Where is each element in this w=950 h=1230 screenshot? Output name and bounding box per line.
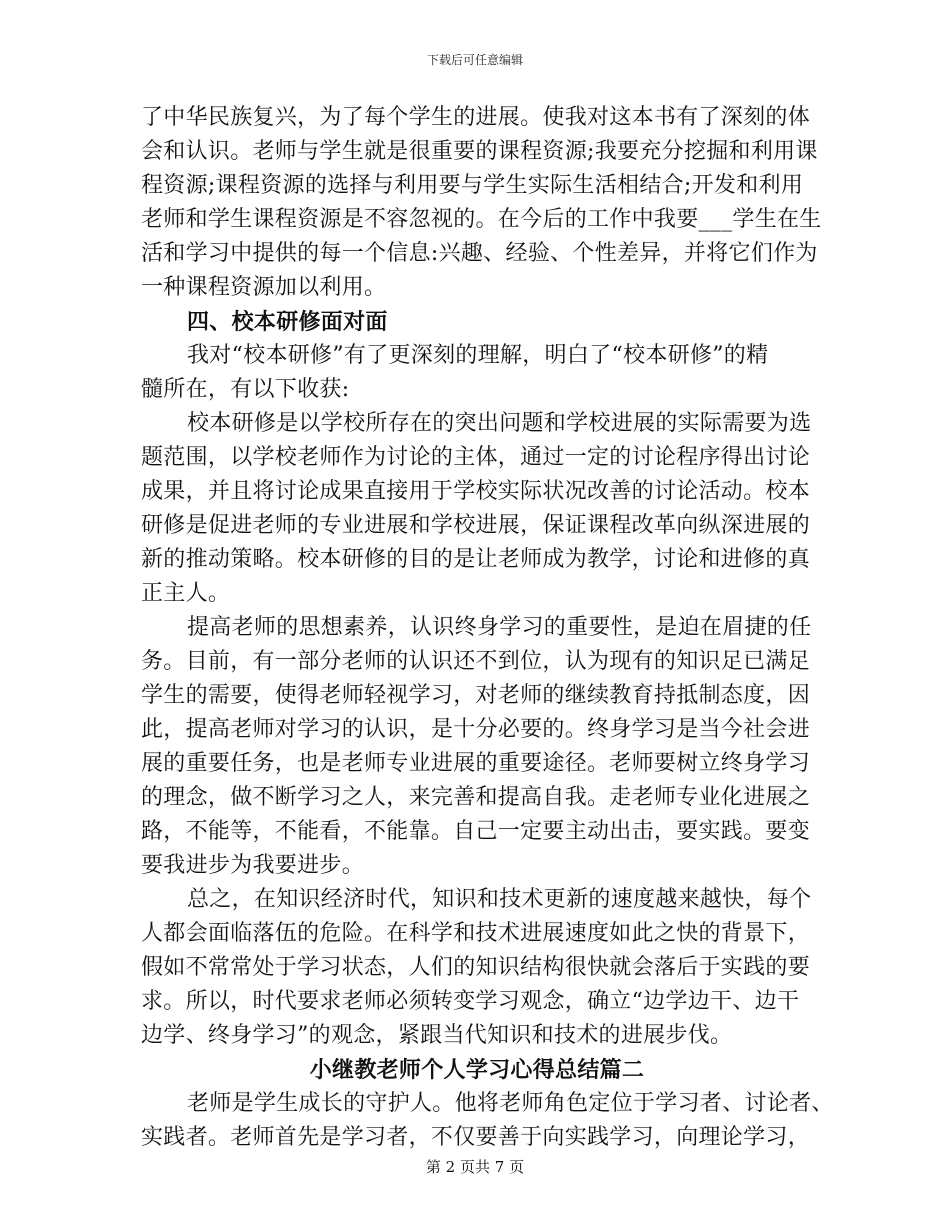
body-line: 总之，在知识经济时代，知识和技术更新的速度越来越快，每个 xyxy=(187,887,812,912)
section-heading: 四、校本研修面对面 xyxy=(187,309,388,335)
body-line: 展的重要任务，也是老师专业进展的重要途径。老师要树立终身学习 xyxy=(141,751,811,776)
body-line: 了中华民族复兴，为了每个学生的进展。使我对这本书有了深刻的体 xyxy=(141,105,811,130)
body-line: 路，不能等，不能看，不能靠。自己一定要主动出击，要实践。要变 xyxy=(141,819,811,844)
body-line: 老师和学生课程资源是不容忽视的。在今后的工作中我要___学生在生 xyxy=(141,207,822,232)
body-line: 我对“校本研修”有了更深刻的理解，明白了“校本研修”的精 xyxy=(187,343,769,368)
body-line: 题范围，以学校老师作为讨论的主体，通过一定的讨论程序得出讨论 xyxy=(141,445,811,470)
body-line: 求。所以，时代要求老师必须转变学习观念，确立“边学边干、边干 xyxy=(141,989,800,1014)
page-header-note: 下载后可任意编辑 xyxy=(426,53,523,67)
body-line: 一种课程资源加以利用。 xyxy=(141,275,387,300)
body-line: 老师是学生成长的守护人。他将老师角色定位于学习者、讨论者、 xyxy=(187,1091,834,1116)
body-line: 此，提高老师对学习的认识，是十分必要的。终身学习是当今社会进 xyxy=(141,717,811,742)
body-line: 活和学习中提供的每一个信息:兴趣、经验、个性差异，并将它们作为 xyxy=(141,241,818,266)
body-line: 实践者。老师首先是学习者，不仅要善于向实践学习，向理论学习， xyxy=(141,1125,811,1150)
body-line: 边学、终身学习”的观念，紧跟当代知识和技术的进展步伐。 xyxy=(141,1023,733,1048)
body-line: 人都会面临落伍的危险。在科学和技术进展速度如此之快的背景下， xyxy=(141,921,811,946)
document-body xyxy=(141,101,834,1155)
body-line: 要我进步为我要进步。 xyxy=(141,853,365,878)
body-line: 学生的需要，使得老师轻视学习，对老师的继续教育持抵制态度，因 xyxy=(141,683,811,708)
body-line: 研修是促进老师的专业进展和学校进展，保证课程改革向纵深进展的 xyxy=(141,513,811,538)
body-line: 髓所在，有以下收获: xyxy=(141,377,350,402)
body-line: 提高老师的思想素养，认识终身学习的重要性，是迫在眉捷的任 xyxy=(187,615,812,640)
article-title: 小继教老师个人学习心得总结篇二 xyxy=(309,1057,645,1083)
page-number: 第 2 页共 7 页 xyxy=(425,1158,525,1176)
body-line: 新的推动策略。校本研修的目的是让老师成为教学，讨论和进修的真 xyxy=(141,547,811,572)
body-line: 会和认识。老师与学生就是很重要的课程资源;我要充分挖掘和利用课 xyxy=(141,139,818,164)
body-line: 正主人。 xyxy=(141,581,231,606)
body-line: 务。目前，有一部分老师的认识还不到位，认为现有的知识足已满足 xyxy=(141,649,811,674)
body-line: 成果，并且将讨论成果直接用于学校实际状况改善的讨论活动。校本 xyxy=(141,479,811,504)
body-line: 程资源;课程资源的选择与利用要与学生实际生活相结合;开发和利用 xyxy=(141,173,804,198)
body-line: 假如不常常处于学习状态，人们的知识结构很快就会落后于实践的要 xyxy=(141,955,811,980)
body-line: 的理念，做不断学习之人，来完善和提高自我。走老师专业化进展之 xyxy=(141,785,811,810)
body-line: 校本研修是以学校所存在的突出问题和学校进展的实际需要为选 xyxy=(187,411,812,436)
